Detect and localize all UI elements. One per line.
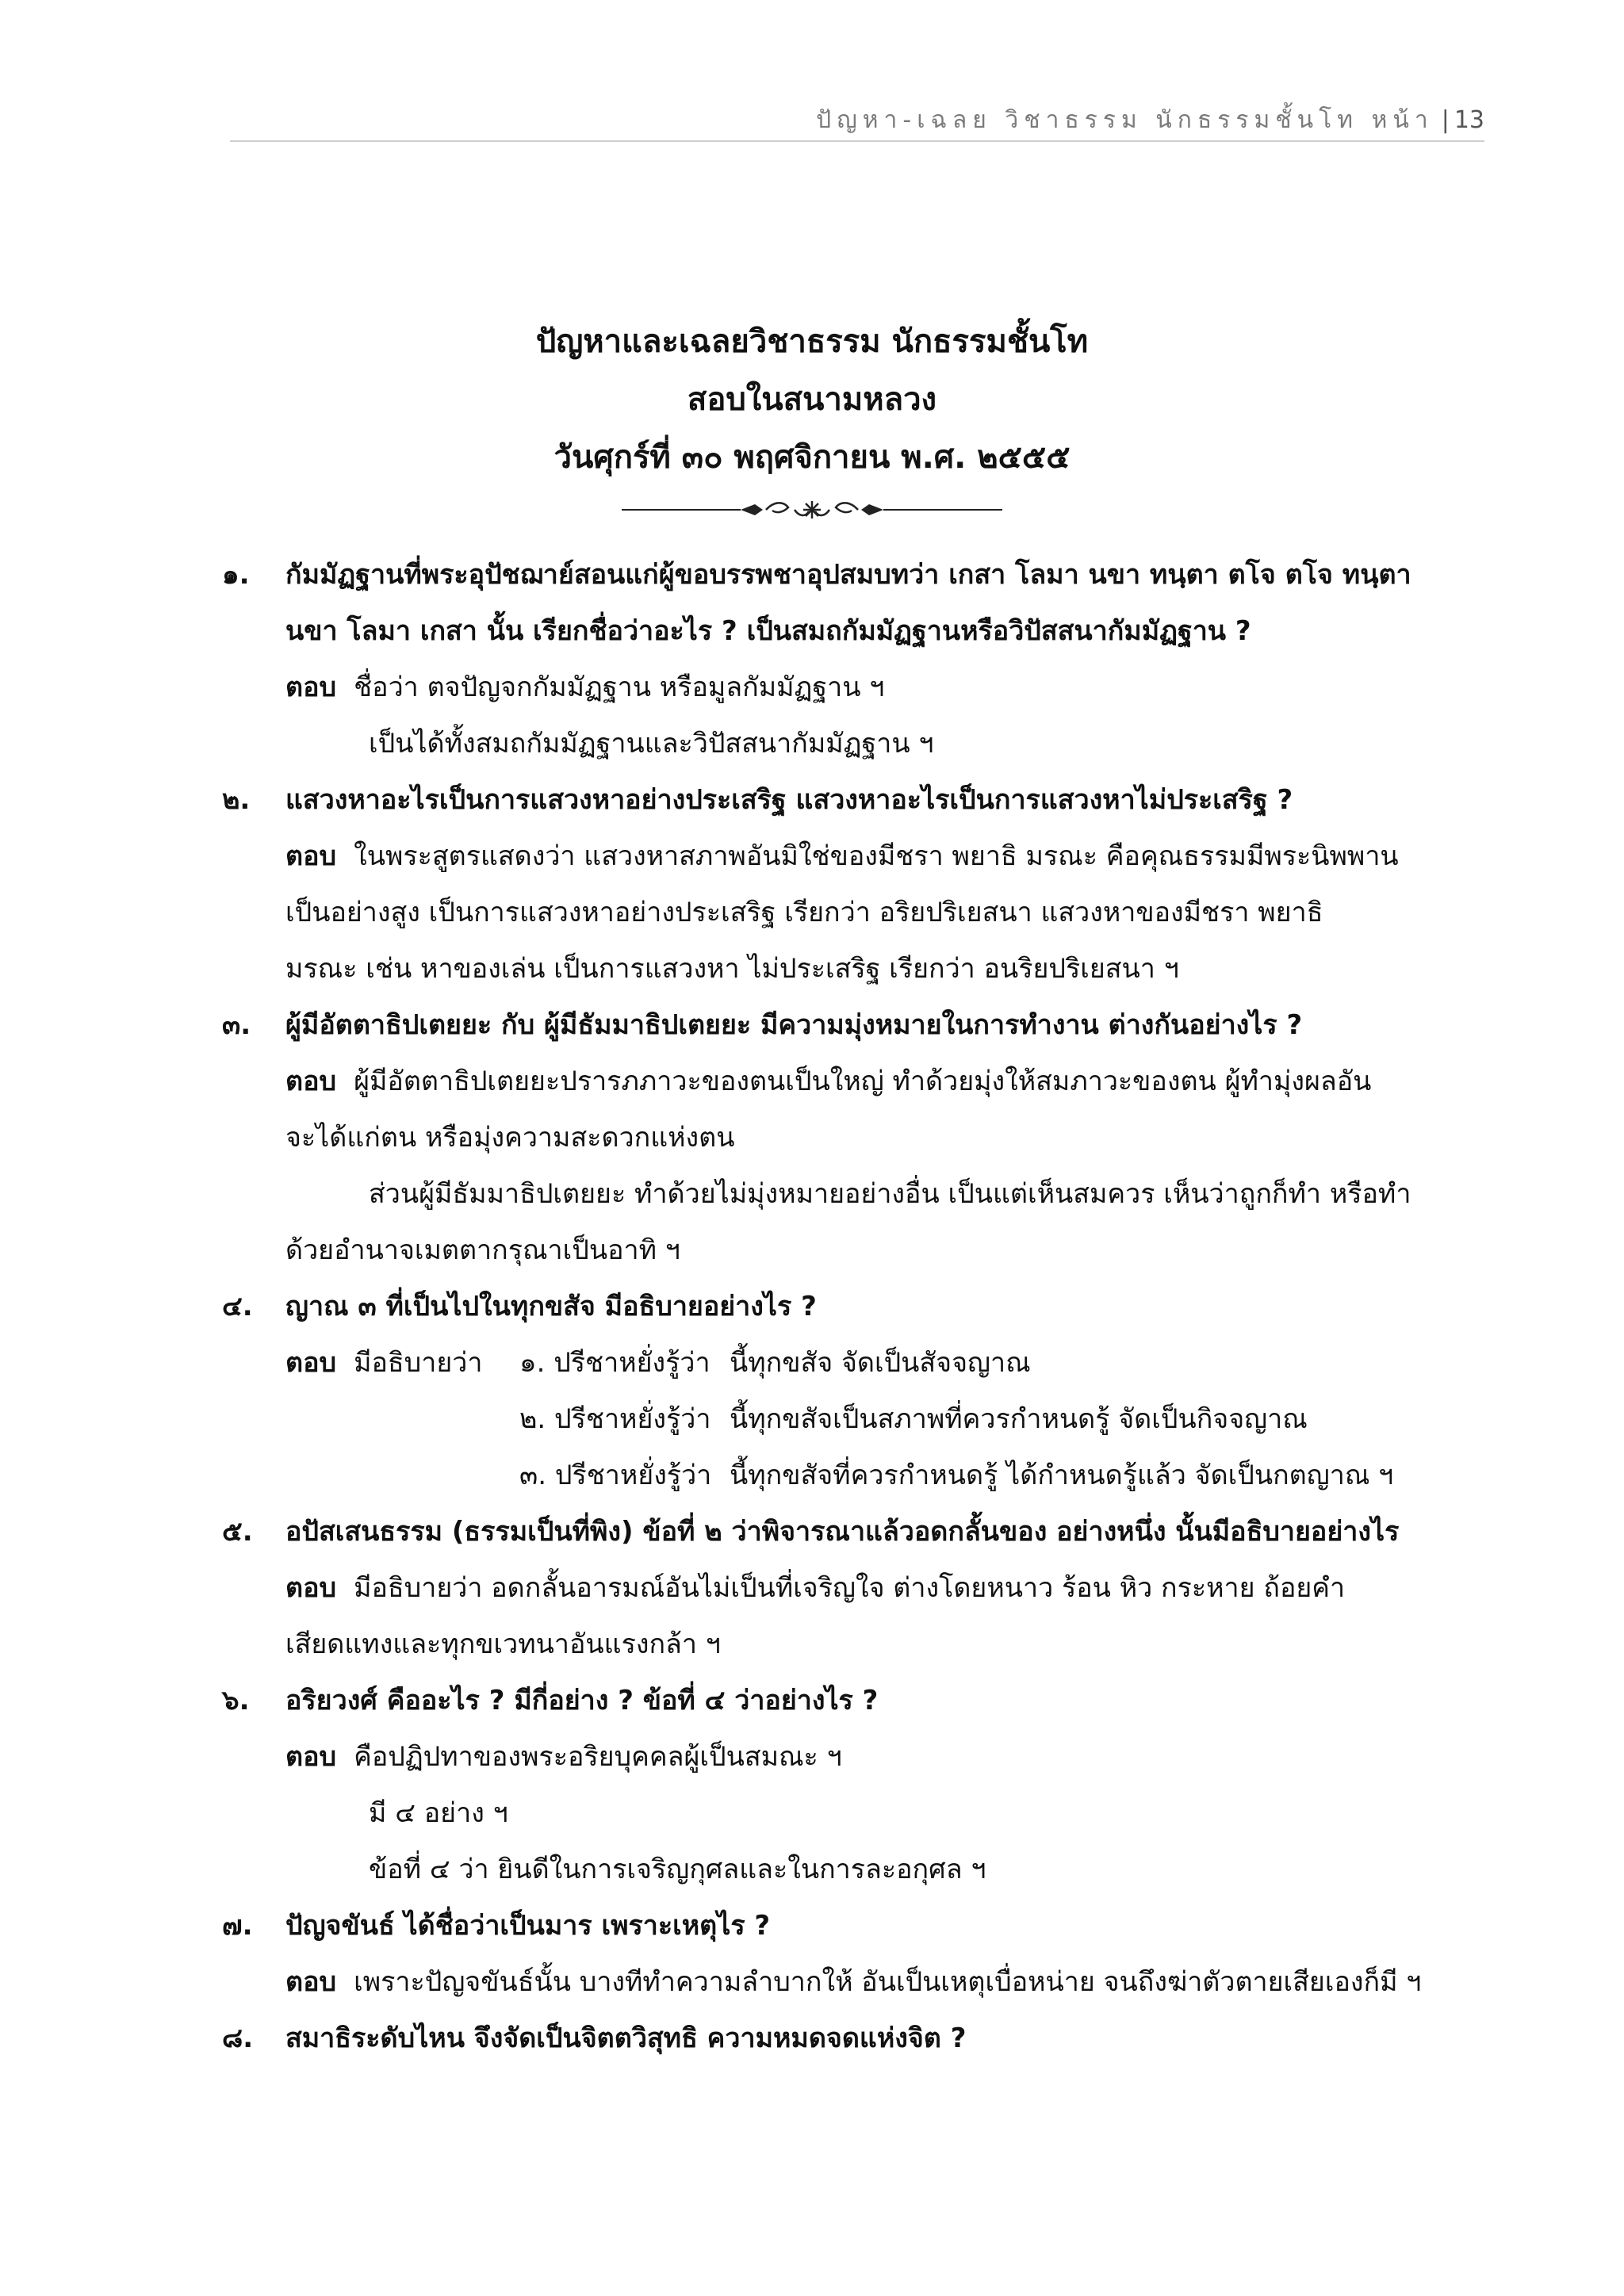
answer-3-line-1 — [222, 1054, 1473, 1110]
list-item-text: นี้ทุกขสัจ จัดเป็นสัจจญาณ — [730, 1347, 1031, 1379]
answer-3-line-4: ด้วยอำนาจเมตตากรุณาเป็นอาทิ ฯ — [285, 1234, 680, 1266]
answer-label: ตอบ — [285, 840, 337, 872]
running-title: ปัญหา-เฉลย วิชาธรรม นักธรรมชั้นโท หน้า — [816, 106, 1434, 134]
question-text: กัมมัฏฐานที่พระอุปัชฌาย์สอนแก่ผู้ขอบรรพชาอุปสมบทว่า เกสา โลมา นขา ทนฺตา ตโจ ตโจ ทนฺตา — [285, 559, 1411, 591]
answer-label: ตอบ — [285, 1966, 337, 1998]
answer-4-item-2 — [222, 1391, 1473, 1448]
answer-6-line-3: ข้อที่ ๔ ว่า ยินดีในการเจริญกุศลและในการละอกุศล ฯ — [369, 1854, 986, 1885]
question-text: อปัสเสนธรรม (ธรรมเป็นที่พิง) ข้อที่ ๒ ว่าพิจารณาแล้วอดกลั้นของ อย่างหนึ่ง นั้นมีอธิบายอย่างไร — [285, 1516, 1400, 1548]
answer-4-item-3 — [222, 1448, 1473, 1504]
question-text: แสวงหาอะไรเป็นการแสวงหาอย่างประเสริฐ แสวงหาอะไรเป็นการแสวงหาไม่ประเสริฐ ? — [285, 784, 1293, 816]
question-7 — [222, 1898, 1473, 1954]
answer-2-line-3: มรณะ เช่น หาของเล่น เป็นการแสวงหา ไม่ประเสริฐ เรียกว่า อนริยปริเยสนา ฯ — [285, 953, 1179, 985]
question-text: ญาณ ๓ ที่เป็นไปในทุกขสัจ มีอธิบายอย่างไร ? — [285, 1291, 817, 1322]
question-number: ๘. — [222, 2022, 254, 2054]
answer-text: เพราะปัญจขันธ์นั้น บางทีทำความลำบากให้ อันเป็นเหตุเบื่อหน่าย จนถึงฆ่าตัวตายเสียเองก็มี ฯ — [354, 1966, 1422, 1998]
question-5 — [222, 1504, 1473, 1560]
question-8 — [222, 2011, 1473, 2067]
answer-2-line-2: เป็นอย่างสูง เป็นการแสวงหาอย่างประเสริฐ เรียกว่า อริยปริเยสนา แสวงหาของมีชรา พยาธิ — [285, 897, 1323, 928]
title-line-3: วันศุกร์ที่ ๓๐ พฤศจิกายน พ.ศ. ๒๕๕๕ — [553, 439, 1071, 476]
question-number: ๑. — [222, 559, 250, 591]
question-number: ๖. — [222, 1685, 250, 1716]
answer-2-line-1 — [222, 828, 1473, 885]
question-text: ผู้มีอัตตาธิปเตยยะ กับ ผู้มีธัมมาธิปเตยยะ มีความมุ่งหมายในการทำงาน ต่างกันอย่างไร ? — [285, 1009, 1303, 1041]
question-text: อริยวงศ์ คืออะไร ? มีกี่อย่าง ? ข้อที่ ๔ ว่าอย่างไร ? — [285, 1685, 879, 1716]
answer-text: ชื่อว่า ตจปัญจกกัมมัฏฐาน หรือมูลกัมมัฏฐาน ฯ — [354, 672, 885, 703]
answer-text: ในพระสูตรแสดงว่า แสวงหาสภาพอันมิใช่ของมีชรา พยาธิ มรณะ คือคุณธรรมมีพระนิพพาน — [354, 840, 1399, 872]
answer-4-item-1 — [222, 1335, 1473, 1391]
question-1-line-2: นขา โลมา เกสา นั้น เรียกชื่อว่าอะไร ? เป็นสมถกัมมัฏฐานหรือวิปัสสนากัมมัฏฐาน ? — [285, 615, 1251, 647]
question-1-line-1 — [222, 547, 1473, 603]
answer-text: ผู้มีอัตตาธิปเตยยะปรารภภาวะของตนเป็นใหญ่ ทำด้วยมุ่งให้สมภาวะของตน ผู้ทำมุ่งผลอัน — [354, 1066, 1372, 1097]
question-number: ๕. — [222, 1516, 253, 1548]
question-2 — [222, 772, 1473, 828]
ornament-divider-icon — [622, 498, 1002, 522]
running-header — [230, 101, 1484, 139]
header-rule — [230, 140, 1484, 142]
list-item-number: ๓. ปรีชาหยั่งรู้ว่า — [519, 1460, 712, 1491]
answer-label: ตอบ — [285, 1347, 337, 1379]
title-block — [0, 313, 1624, 522]
question-text: สมาธิระดับไหน จึงจัดเป็นจิตตวิสุทธิ ความหมดจดแห่งจิต ? — [285, 2022, 967, 2054]
question-6 — [222, 1673, 1473, 1729]
answer-label: ตอบ — [285, 1741, 337, 1773]
answer-5-line-1 — [222, 1560, 1473, 1617]
list-item-number: ๑. ปรีชาหยั่งรู้ว่า — [519, 1347, 710, 1379]
answer-text: คือปฏิปทาของพระอริยบุคคลผู้เป็นสมณะ ฯ — [354, 1741, 842, 1773]
answer-6-line-1 — [222, 1729, 1473, 1785]
answer-5-line-2: เสียดแทงและทุกขเวทนาอันแรงกล้า ฯ — [285, 1628, 721, 1660]
page-number: 13 — [1454, 106, 1484, 134]
answer-intro: มีอธิบายว่า — [354, 1347, 483, 1379]
list-item-text: นี้ทุกขสัจเป็นสภาพที่ควรกำหนดรู้ จัดเป็นกิจจญาณ — [730, 1403, 1308, 1435]
question-number: ๓. — [222, 1009, 251, 1041]
answer-3-line-3: ส่วนผู้มีธัมมาธิปเตยยะ ทำด้วยไม่มุ่งหมายอย่างอื่น เป็นแต่เห็นสมควร เห็นว่าถูกก็ทำ หรือทำ — [369, 1178, 1411, 1210]
list-item-number: ๒. ปรีชาหยั่งรู้ว่า — [519, 1403, 711, 1435]
title-line-1: ปัญหาและเฉลยวิชาธรรม นักธรรมชั้นโท — [535, 323, 1089, 360]
question-4 — [222, 1279, 1473, 1335]
answer-1-line-1 — [222, 660, 1473, 716]
question-text: ปัญจขันธ์ ได้ชื่อว่าเป็นมาร เพราะเหตุไร ? — [285, 1910, 771, 1942]
question-number: ๔. — [222, 1291, 253, 1322]
header-separator: | — [1441, 106, 1450, 134]
question-number: ๗. — [222, 1910, 253, 1942]
title-line-2: สอบในสนามหลวง — [687, 381, 937, 418]
answer-text: มีอธิบายว่า อดกลั้นอารมณ์อันไม่เป็นที่เจริญใจ ต่างโดยหนาว ร้อน หิว กระหาย ถ้อยคำ — [354, 1572, 1346, 1604]
answer-label: ตอบ — [285, 1572, 337, 1604]
list-item-text: นี้ทุกขสัจที่ควรกำหนดรู้ ได้กำหนดรู้แล้ว จัดเป็นกตญาณ ฯ — [730, 1460, 1394, 1491]
answer-3-line-2: จะได้แก่ตน หรือมุ่งความสะดวกแห่งตน — [285, 1122, 735, 1154]
answer-6-line-2: มี ๔ อย่าง ฯ — [369, 1797, 508, 1829]
question-number: ๒. — [222, 784, 251, 816]
answer-1-line-2: เป็นได้ทั้งสมถกัมมัฏฐานและวิปัสสนากัมมัฏฐาน ฯ — [369, 728, 934, 760]
answer-7-line-1 — [222, 1954, 1473, 2011]
question-3 — [222, 997, 1473, 1054]
qa-list — [222, 547, 1473, 2067]
answer-label: ตอบ — [285, 1066, 337, 1097]
answer-label: ตอบ — [285, 672, 337, 703]
